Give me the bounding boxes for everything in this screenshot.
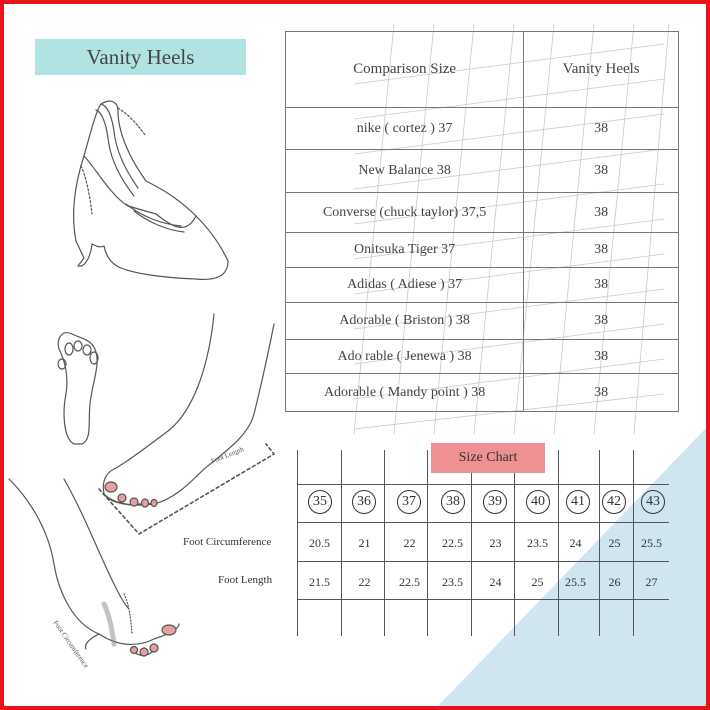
comparison-size: 38 xyxy=(524,303,679,340)
comparison-row xyxy=(286,193,679,233)
grid-line xyxy=(297,561,669,562)
foot-circumference-label: Foot Circumference xyxy=(51,619,91,670)
length-value: 22 xyxy=(358,575,371,589)
length-value: 25 xyxy=(531,575,544,589)
length-value: 25.5 xyxy=(565,575,586,589)
comparison-size: 38 xyxy=(524,374,679,412)
circumference-value: 22 xyxy=(403,536,416,550)
circumference-value: 25 xyxy=(608,536,621,550)
size-circle: 42 xyxy=(602,490,626,514)
comparison-row xyxy=(286,150,679,193)
comparison-header-left: Comparison Size xyxy=(286,32,524,108)
size-circle: 36 xyxy=(352,490,376,514)
size-circle: 41 xyxy=(566,490,590,514)
comparison-row xyxy=(286,268,679,303)
size-circle: 43 xyxy=(641,490,665,514)
circumference-value: 21 xyxy=(358,536,371,550)
comparison-size: 38 xyxy=(524,108,679,150)
circumference-value: 22.5 xyxy=(442,536,463,550)
comparison-brand: Adidas ( Adiese ) 37 xyxy=(286,268,524,303)
comparison-size: 38 xyxy=(524,193,679,233)
comparison-row xyxy=(286,233,679,268)
size-circle: 35 xyxy=(308,490,332,514)
grid-line xyxy=(341,450,342,636)
circumference-value: 25.5 xyxy=(641,536,662,550)
comparison-brand: Adorable ( Mandy point ) 38 xyxy=(286,374,524,412)
size-circle: 39 xyxy=(483,490,507,514)
row-label-foot-circumference: Foot Circumference xyxy=(183,536,272,548)
comparison-brand: New Balance 38 xyxy=(286,150,524,193)
size-circle: 40 xyxy=(526,490,550,514)
circumference-value: 24 xyxy=(569,536,582,550)
size-comparison-table xyxy=(285,31,679,412)
foot-length-label: Foot Length xyxy=(210,445,245,466)
comparison-brand: Ado rable ( Jenewa ) 38 xyxy=(286,340,524,374)
length-value: 24 xyxy=(489,575,502,589)
comparison-row xyxy=(286,108,679,150)
grid-line xyxy=(297,484,669,485)
comparison-brand: Adorable ( Briston ) 38 xyxy=(286,303,524,340)
foot-measurement-illustration xyxy=(4,304,294,704)
grid-line xyxy=(297,450,298,636)
comparison-row xyxy=(286,340,679,374)
comparison-size: 38 xyxy=(524,268,679,303)
length-value: 21.5 xyxy=(309,575,330,589)
size-chart-title: Size Chart xyxy=(431,443,545,473)
length-value: 27 xyxy=(645,575,658,589)
comparison-size: 38 xyxy=(524,233,679,268)
size-circle: 37 xyxy=(397,490,421,514)
length-value: 23.5 xyxy=(442,575,463,589)
comparison-brand: Converse (chuck taylor) 37,5 xyxy=(286,193,524,233)
length-value: 26 xyxy=(608,575,621,589)
grid-line xyxy=(297,522,669,523)
comparison-header-row xyxy=(286,32,679,108)
comparison-row xyxy=(286,374,679,412)
comparison-size: 38 xyxy=(524,340,679,374)
length-value: 22.5 xyxy=(399,575,420,589)
size-circle: 38 xyxy=(441,490,465,514)
circumference-value: 20.5 xyxy=(309,536,330,550)
grid-line xyxy=(297,599,669,600)
comparison-row xyxy=(286,303,679,340)
brand-title: Vanity Heels xyxy=(35,39,246,75)
comparison-header-right: Vanity Heels xyxy=(524,32,679,108)
circumference-value: 23 xyxy=(489,536,502,550)
heel-shoe-illustration xyxy=(56,96,246,286)
comparison-size: 38 xyxy=(524,150,679,193)
comparison-brand: Onitsuka Tiger 37 xyxy=(286,233,524,268)
row-label-foot-length: Foot Length xyxy=(218,574,273,586)
circumference-value: 23.5 xyxy=(527,536,548,550)
comparison-brand: nike ( cortez ) 37 xyxy=(286,108,524,150)
